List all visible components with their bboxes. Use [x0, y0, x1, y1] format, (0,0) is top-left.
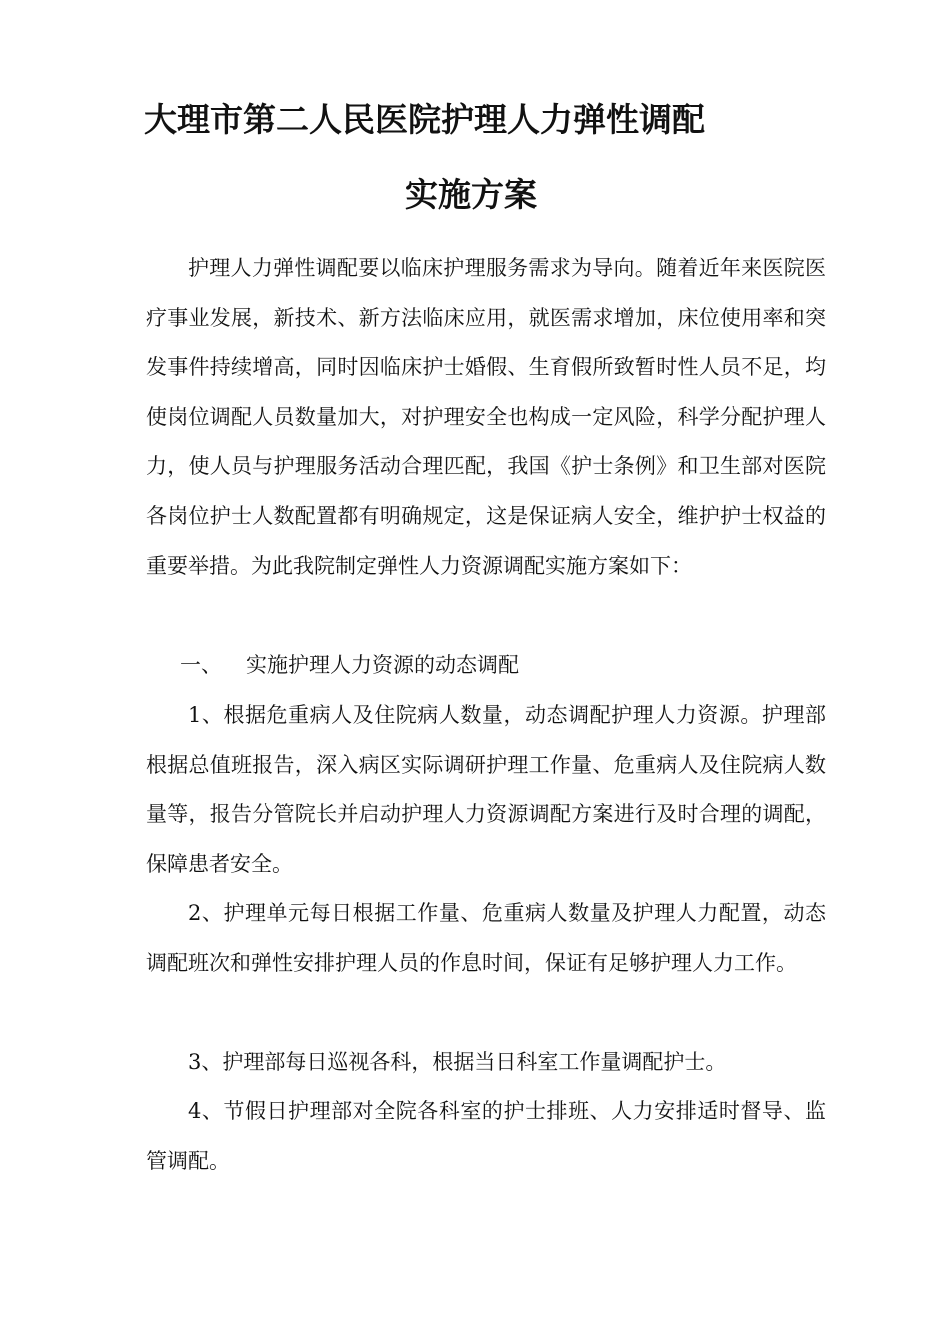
list-item: 1、根据危重病人及住院病人数量，动态调配护理人力资源。护理部根据总值班报告，深入病区实际调研护理工作量、危重病人及住院病人数量等，报告分管院长并启动护理人力资源调配方案进行及时合理的调配，保障患者安全。 [146, 703, 826, 876]
document-title-line-2: 实施方案 [405, 175, 537, 214]
list-item: 3、护理部每日巡视各科，根据当日科室工作量调配护士。 [188, 1050, 727, 1074]
section-number: 一、 [180, 653, 222, 677]
section-heading [180, 641, 820, 691]
document-title-line-1: 大理市第二人民医院护理人力弹性调配 [144, 100, 705, 139]
intro-paragraph: 护理人力弹性调配要以临床护理服务需求为导向。随着近年来医院医疗事业发展，新技术、新方法临床应用，就医需求增加，床位使用率和突发事件持续增高，同时因临床护士婚假、生育假所致暂时性人员不足，均使岗位调配人员数量加大，对护理安全也构成一定风险，科学分配护理人力，使人员与护理服务活动合理匹配，我国《护士条例》和卫生部对医院各岗位护士人数配置都有明确规定，这是保证病人安全，维护护士权益的重要举措。为此我院制定弹性人力资源调配实施方案如下： [146, 256, 826, 578]
list-item: 4、节假日护理部对全院各科室的护士排班、人力安排适时督导、监管调配。 [146, 1099, 826, 1173]
section-heading-text: 实施护理人力资源的动态调配 [246, 653, 519, 677]
list-item: 2、护理单元每日根据工作量、危重病人数量及护理人力配置，动态调配班次和弹性安排护理人员的作息时间，保证有足够护理人力工作。 [146, 901, 826, 975]
